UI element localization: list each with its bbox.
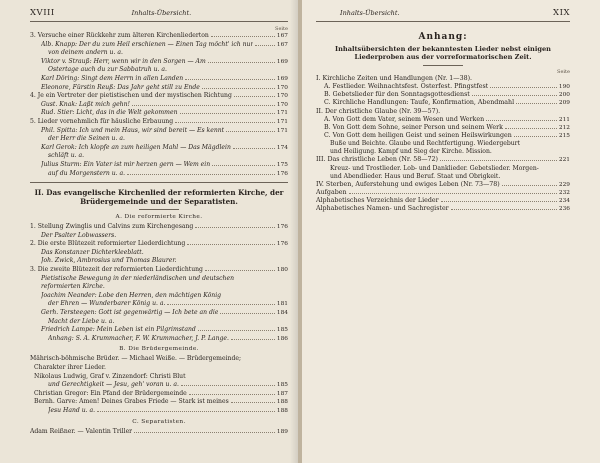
toc-entry-page: 184 [276,310,288,317]
toc-entry [30,41,288,50]
leader-dots [234,96,275,97]
toc-entry-text: Eleonore, Fürstin Reuß: Das Jahr geht still zu Ende [41,83,200,91]
toc-entry-text: der Ehren — Wunderbarer König u. a. [48,300,166,308]
toc-entry-text: 2. Die erste Blütezeit reformierter Liederdichtung [30,240,186,248]
leader-dots [167,304,274,305]
appendix-entry-heading [316,189,570,197]
right-header-rule [316,21,570,22]
subsection-b-title: B. Die Brüdergemeinde. [119,346,199,353]
leader-dots [181,385,275,386]
left-running-title: Inhalts-Übersicht. [131,9,192,17]
toc-entry [30,326,288,335]
toc-entry [30,407,288,416]
toc-entry [30,275,288,284]
toc-entry-page: 176 [276,241,288,248]
toc-entry-text: Gust. Knak: Laßt mich gehn! [41,100,130,108]
right-page-number: XIX [553,8,570,18]
toc-entry [30,109,288,118]
toc-entry-text: Macht der Liebe u. a. [48,317,115,325]
toc-entry-page: 167 [276,33,288,39]
leader-dots [255,45,275,46]
toc-entry-text: der Herr die Seinen u. a. [48,135,125,143]
leader-dots [226,131,275,132]
toc-entry-page: 185 [276,327,288,334]
toc-entry [30,58,288,67]
toc-entry [30,398,288,407]
toc-entry-text: Friedrich Lampe: Mein Leben ist ein Pilgrimstand [41,326,196,334]
toc-entry [30,144,288,153]
leader-dots [490,87,557,88]
toc-entry-text: von deinem andern u. a. [48,49,123,57]
appendix-entry-heading [316,75,570,83]
toc-entry [30,318,288,327]
leader-dots [486,120,557,121]
leader-dots [187,244,275,245]
toc-entry [30,152,288,161]
leader-dots [134,432,275,433]
toc-entry [30,49,288,58]
toc-entry [30,335,288,344]
toc-entry-text: Nikolaus Ludwig, Graf v. Zinzendorf: Christi Blut [34,372,186,380]
appendix-entry [316,91,570,99]
appendix-title: Anhang: [418,32,468,42]
toc-entry-page: 188 [276,407,288,414]
leader-dots [440,160,557,161]
subsection-b-entries [30,355,288,415]
toc-entry-text: Adam Reißner. — Valentin Triller [30,427,133,435]
appendix-entry-text: C. Von Gott dem heiligen Geist und seinen Heilswirkungen [324,132,512,140]
appendix-entry [316,83,570,91]
appendix-entry-detail: Kreuz- und Trostlieder. Lob- und Danklieder. Gebetslieder. Morgen- [330,164,539,172]
appendix-entry-page: 212 [558,125,570,132]
toc-entry-text: Julius Sturm: Ein Vater ist mir herzen gern — Wem ein [41,160,211,168]
toc-entry-page: 188 [276,399,288,406]
appendix-entry-heading [316,108,570,116]
toc-entry-text: Jesu Hand u. a. [48,406,96,414]
toc-entry-text: Karl Gerok: Ich klopfe an zum heiligen Mahl — Das Mägdlein [41,143,231,151]
right-running-title: Inhalts-Übersicht. [340,9,400,17]
toc-entry [30,373,288,382]
toc-entry-text: auf du Morgenstern u. a. [48,169,126,177]
toc-entry-page: 187 [276,390,288,397]
appendix-entry-page: 229 [558,181,570,188]
toc-entry-text: Viktor v. Strauß: Herr, wenn wir in den Sorgen — Am [41,57,206,65]
toc-entry-page: 186 [276,335,288,342]
toc-entry [30,300,288,309]
toc-entry [30,249,288,258]
toc-entry-text: Gerh. Tersteegen: Gott ist gegenwärtig — Ich bete an die [41,309,219,317]
left-seite-label: Seite [275,26,288,32]
leader-dots [212,165,275,166]
leader-dots [205,270,275,271]
appendix-entry-page: 236 [558,206,570,213]
toc-entry-text: Der Psalter Lobwassers. [41,231,117,239]
appendix-entry-page: 232 [558,189,570,196]
toc-entry [30,309,288,318]
left-page-header [30,8,288,18]
leader-dots [505,128,557,129]
appendix-entry-page: 209 [558,100,570,107]
toc-entry [30,292,288,301]
subsection-a-entries [30,223,288,343]
appendix-entry [316,116,570,124]
leader-dots [516,103,557,104]
toc-entry-page: 175 [276,161,288,168]
toc-entry [30,101,288,110]
toc-entry-page: 169 [276,75,288,82]
subsection-c-entries [30,428,288,437]
subsection-c-title: C. Separatisten. [132,418,186,425]
toc-entry [30,364,288,373]
toc-entry-text: 3. Die zweite Blütezeit der reformierten Liederdichtung [30,266,203,274]
leader-dots [220,313,274,314]
appendix-entry-text: A. Festlieder. Weihnachtsfest. Osterfest. Pfingstfest [324,83,489,91]
leader-dots [202,88,275,89]
toc-entry-page: 185 [276,382,288,389]
leader-dots [97,411,275,412]
left-top-entries [30,32,288,178]
toc-entry [30,84,288,93]
toc-entry-page: 174 [276,144,288,151]
left-header-rule [30,21,288,22]
appendix-entry-text: B. Von Gott dem Sohne, seiner Person und seinem Werk [324,124,503,132]
toc-entry-text: Rud. Stier: Licht, das in die Welt gekommen [41,109,178,117]
leader-dots [198,330,275,331]
right-page [302,0,600,463]
toc-entry-text: 3. Versuche einer Rückkehr zum älteren Kirchenliederton [30,32,209,39]
toc-entry-text: Das Konstanzer Dichterkleeblatt. [41,248,144,256]
toc-entry-text: 4. Je ein Vertreter der pietistischen und der mystischen Richtung [30,92,232,100]
left-page-number: XVIII [30,8,55,18]
toc-entry-text: reformierten Kirche. [41,283,105,291]
appendix-entry-heading [316,181,570,189]
toc-entry [30,66,288,75]
toc-entry-text: Charakter ihrer Lieder. [34,364,106,371]
section-title: II. Das evangelische Kirchenlied der reformierten Kirche, der Brüdergemeinde und der Separatisten. [34,188,284,207]
toc-entry-page: 171 [276,110,288,117]
toc-entry [30,390,288,399]
toc-entry-text: Joh. Zwick, Ambrosius und Thomas Blaurer. [41,257,177,265]
appendix-entry-detail: und Abendlieder. Haus und Beruf. Staat und Obrigkeit. [330,172,501,180]
leader-dots [349,193,557,194]
toc-entry-text: Pietistische Bewegung in der niederländischen und deutschen [41,274,235,282]
toc-entry-text: Mährisch-böhmische Brüder. — Michael Weiße. — Brüdergemeinde; [30,355,241,363]
appendix-entry-text: Alphabetisches Namen- und Sachregister [316,205,449,213]
toc-entry-page: 181 [276,301,288,308]
toc-entry [30,161,288,170]
toc-entry-page: 167 [276,41,288,48]
appendix-entry-text: C. Kirchliche Handlungen: Taufe, Konfirmation, Abendmahl [324,99,515,107]
appendix-entries [316,75,570,214]
leader-dots [231,402,275,403]
appendix-entry-detail: und Heiligung. Kampf und Sieg der Kirche. Mission. [330,148,492,156]
appendix-entry-page: 234 [558,198,570,205]
appendix-entry-page: 215 [558,133,570,140]
leader-dots [233,148,275,149]
appendix-entry-text: I. Kirchliche Zeiten und Handlungen (Nr. 1—38). [316,74,473,82]
leader-dots [441,201,557,202]
toc-entry-text: schläft u. a. [48,152,85,160]
toc-entry [30,135,288,144]
toc-entry-text: und Gerechtigkeit — Jesu, geh' voran u. a. [48,381,179,389]
leader-dots [514,136,557,137]
toc-entry-page: 169 [276,58,288,65]
toc-entry-page: 171 [276,118,288,125]
toc-entry-page: 170 [276,101,288,108]
toc-entry-page: 170 [276,93,288,100]
toc-entry-page: 189 [276,428,288,435]
toc-entry-text: Christian Gregor: Ein Pfand der Brüdergemeinde [34,389,187,397]
appendix-entry-page: 200 [558,92,570,99]
gutter-shadow [290,0,298,463]
toc-entry [30,428,288,437]
toc-entry [30,355,288,364]
toc-entry-text: Alb. Knapp: Der du zum Heil erschienen — Einen Tag möcht' ich nur [41,40,254,48]
toc-entry-page: 171 [276,127,288,134]
toc-entry-text: Joachim Neander: Lobe den Herren, den mächtigen König [41,291,222,299]
right-page-header [316,8,570,18]
toc-entry [30,283,288,292]
toc-entry-text: Bernh. Garve: Amen! Deines Grabes Friede — Stark ist meines [34,398,229,406]
appendix-entry-detail: Buße und Beichte. Glaube und Rechtfertigung. Wiedergeburt [330,140,521,148]
appendix-entry-text: Alphabetisches Verzeichnis der Lieder [316,197,439,205]
toc-entry-page: 180 [276,267,288,274]
toc-entry-text: Karl Döring: Singt dem Herrn in allen Landen [41,74,184,82]
appendix-entry-page: 190 [558,84,570,91]
leader-dots [472,95,557,96]
toc-entry [30,223,288,232]
toc-entry-page: 176 [276,224,288,231]
toc-entry [30,266,288,275]
appendix-entry [316,124,570,132]
toc-entry [30,75,288,84]
appendix-entry-heading [316,156,570,164]
toc-entry-page: 176 [276,170,288,177]
leader-dots [132,105,275,106]
subsection-a-title: A. Die reformierte Kirche. [115,214,203,221]
toc-entry [30,32,288,41]
leader-dots [127,174,275,175]
appendix-entry-page: 221 [558,157,570,164]
appendix-rule [423,65,463,66]
toc-entry [30,240,288,249]
toc-entry-text: 1. Stellung Zwinglis und Calvins zum Kirchengesang [30,223,194,231]
appendix-entry [316,99,570,107]
appendix-entry-page: 211 [558,116,570,123]
toc-entry-text: Phil. Spitta: Ich und mein Haus, wir sind bereit — Es kennt [41,126,225,134]
appendix-entry-text: IV. Sterben, Auferstehung und ewiges Leben (Nr. 73—78) [316,180,500,188]
appendix-entry-text: B. Gebetslieder für den Sonntagsgottesdienst [324,91,470,99]
appendix-entry [316,132,570,140]
appendix-entry-heading [316,205,570,213]
section-title-rule [139,209,179,210]
appendix-entry-text: A. Von Gott dem Vater, seinem Wesen und Werken [324,115,485,123]
leader-dots [195,227,275,228]
toc-entry [30,118,288,127]
appendix-entry-text: III. Das christliche Leben (Nr. 58—72) [316,156,438,164]
toc-entry [30,257,288,266]
leader-dots [502,185,557,186]
leader-dots [211,36,275,37]
leader-dots [208,62,275,63]
toc-entry-text: Ostertage auch du zur Sabbatruh u. a. [48,66,167,74]
toc-entry-text: 5. Lieder vornehmlich für häusliche Erbauung [30,117,174,125]
leader-dots [175,122,275,123]
left-page [0,0,298,463]
leader-dots [180,113,275,114]
leader-dots [451,209,557,210]
leader-dots [189,394,275,395]
appendix-entry-heading [316,197,570,205]
toc-entry-page: 170 [276,84,288,91]
leader-dots [231,339,275,340]
toc-entry [30,127,288,136]
right-seite-label: Seite [557,68,570,75]
section-divider [30,182,288,183]
appendix-intro: Inhaltsübersichten der bekanntesten Lieder nebst einigen Liederproben aus der vorreformatorischen Zeit. [335,45,551,62]
toc-entry [30,92,288,101]
toc-entry [30,232,288,241]
toc-entry [30,381,288,390]
toc-entry-text: Anhang: S. A. Krummacher, F. W. Krummacher, J. P. Lange. [48,334,229,342]
leader-dots [185,79,275,80]
appendix-entry-text: II. Der christliche Glaube (Nr. 39—57). [316,107,441,115]
appendix-entry-text: Aufgaben [316,188,347,196]
toc-entry [30,170,288,179]
